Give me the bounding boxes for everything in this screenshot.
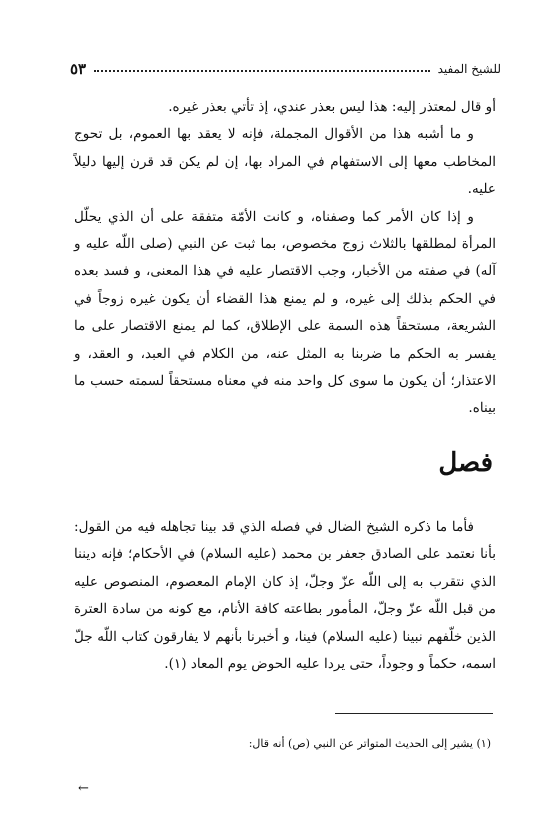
footnote: (١) يشير إلى الحديث المتواتر عن النبي (ص) أنه قال: bbox=[248, 737, 491, 750]
body-text-bottom bbox=[74, 514, 496, 678]
page-number: ٥٣ bbox=[70, 60, 87, 78]
footnote-separator bbox=[335, 713, 493, 714]
section-heading: فصل bbox=[438, 448, 493, 478]
running-header bbox=[70, 58, 501, 80]
paragraph: أو قال لمعتذر إليه: هذا ليس بعذر عندي، إذ تأتي بعذر غيره. bbox=[168, 99, 496, 115]
header-title: للشيخ المفيد bbox=[437, 62, 501, 76]
paragraph: و إذا كان الأمر كما وصفناه، و كانت الأمّة متفقة على أن الذي يحلّل المرأة لمطلقها بالثلاث زوج مخصوص، بما ثبت عن النبي (صلى اللّه عليه و آله) في صفته من الأخبار، وجب الاقتصار عليه في هذا المعنى، و فسد بعده في الحكم بذلك إلى غيره، و لم يمنع هذا القضاء أن يكون غيره زوجاً في الشريعة، مستحقاً هذه السمة على الإطلاق، كما لم يمنع الاقتصار على ما يفسر به الحكم ما ضربنا به المثل عنه، من الكلام في العبد، و العقد، و الاعتذار؛ أن يكون ما سوى كل واحد منه في معناه مستحقاً لسمته حسب ما بيناه. bbox=[74, 208, 496, 417]
paragraph: و ما أشبه هذا من الأقوال المجملة، فإنه لا يعقد بها العموم، بل تحوج المخاطب معها إلى الاستفهام في المراد بها، إن لم يكن قد قرن إليها دليلاً عليه. bbox=[74, 126, 496, 198]
dot-leader bbox=[94, 70, 429, 72]
catchword-arrow: ← bbox=[78, 781, 89, 796]
paragraph: فأما ما ذكره الشيخ الضال في فصله الذي قد بينا تجاهله فيه من القول: بأنا نعتمد على الصادق جعفر بن محمد (عليه السلام) في الأحكام؛ فإنه ديننا الذي نتقرب به إلى اللّه عزّ وجلّ، إذ كان الإمام المعصوم، المنصوص عليه من قبل اللّه عزّ وجلّ، المأمور بطاعته كافة الأنام، مع كونه من سادة العترة الذين خلّفهم نبينا (عليه السلام) فينا، و أخبرنا بأنهم لا يفارقون كتاب اللّه جلّ اسمه، حكماً و وجوداً، حتى يردا عليه الحوض يوم المعاد (١). bbox=[74, 519, 496, 673]
body-text-top bbox=[74, 94, 496, 423]
